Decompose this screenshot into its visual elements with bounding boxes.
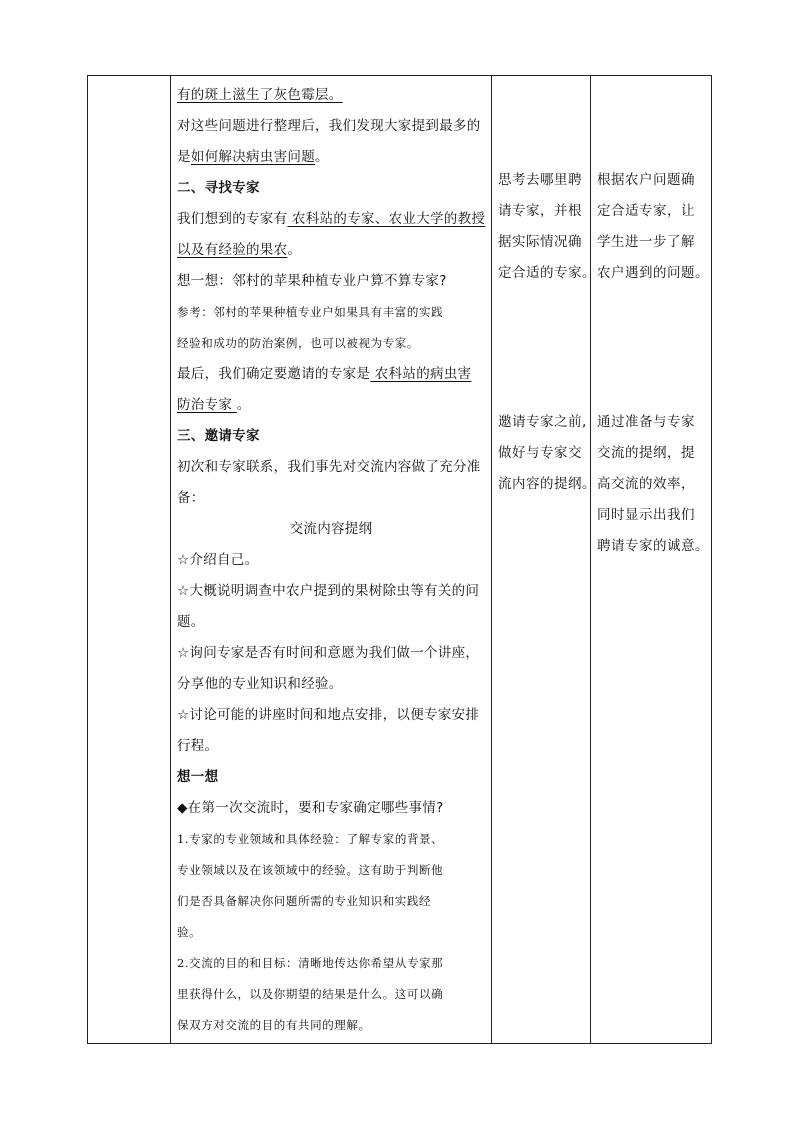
design-intent-line: 高交流的效率， — [597, 476, 695, 492]
text-line: 最后，我们确定要邀请的专家是 农科站的病虫害 — [177, 366, 472, 382]
answer-line: 1.专家的专业领域和具体经验：了解专家的背景、 — [177, 832, 444, 846]
outline-item: 行程。 — [177, 738, 219, 754]
design-intent-line: 定合适专家，让 — [597, 203, 695, 219]
outline-item: ☆询问专家是否有时间和意愿为我们做一个讲座， — [177, 645, 480, 661]
table-row — [88, 76, 712, 1044]
student-activity-line: 据实际情况确 — [498, 234, 582, 250]
section-heading-invite-expert: 三、邀请专家 — [177, 428, 260, 444]
design-intent-line: 根据农户问题确 — [597, 172, 695, 188]
answer-line: 们是否具备解决你问题所需的专业知识和实践经 — [177, 894, 432, 908]
student-activity-line: 思考去哪里聘 — [498, 172, 582, 188]
empty-cell — [88, 76, 171, 1044]
teaching-content-cell — [171, 76, 492, 1044]
outline-item: 分享他的专业知识和经验。 — [177, 676, 343, 692]
outline-item: ☆介绍自己。 — [177, 552, 259, 568]
outline-item: 题。 — [177, 614, 205, 630]
text-line: 我们想到的专家有 农科站的专家、农业大学的教授 — [177, 211, 486, 227]
text-line: 对这些问题进行整理后，我们发现大家提到最多的 — [177, 118, 481, 134]
think-heading: 想一想 — [177, 769, 219, 785]
text-line: 有的斑上滋生了灰色霉层。 — [177, 87, 343, 103]
text-line: 以及有经验的果农。 — [177, 242, 302, 258]
answer-line: 里获得什么，以及你期望的结果是什么。这可以确 — [177, 987, 444, 1001]
design-intent-line: 通过准备与专家 — [597, 414, 695, 430]
think-question: ◆在第一次交流时，要和专家确定哪些事情? — [177, 800, 444, 816]
outline-title: 交流内容提纲 — [289, 521, 373, 537]
answer-line: 验。 — [177, 925, 202, 939]
design-intent-line: 学生进一步了解 — [597, 234, 695, 250]
answer-line: 专业领域以及在该领域中的经验。这有助于判断他 — [177, 863, 444, 877]
design-intent-line: 交流的提纲，提 — [597, 445, 695, 461]
reference-answer: 经验和成功的防治案例，也可以被视为专家。 — [177, 336, 419, 350]
text-line: 备： — [177, 490, 205, 506]
section-heading-find-expert: 二、寻找专家 — [177, 180, 260, 196]
student-activity-line: 定合适的专家。 — [498, 265, 596, 281]
lesson-table — [87, 75, 712, 1044]
answer-line: 保双方对交流的目的有共同的理解。 — [177, 1018, 371, 1032]
think-question: 想一想：邻村的苹果种植专业户算不算专家? — [177, 273, 447, 289]
student-activity-line: 流内容的提纲。 — [498, 476, 596, 492]
text-line: 是如何解决病虫害问题。 — [177, 149, 329, 165]
student-activity-line: 邀请专家之前, — [498, 414, 587, 430]
text-line: 防治专家 。 — [177, 397, 251, 413]
student-activity-line: 请专家，并根 — [498, 203, 582, 219]
text-line: 初次和专家联系，我们事先对交流内容做了充分准 — [177, 459, 481, 475]
answer-line: 2.交流的目的和目标：清晰地传达你希望从专家那 — [177, 956, 444, 970]
design-intent-line: 聘请专家的诚意。 — [597, 538, 709, 554]
student-activity-cell — [492, 76, 596, 1044]
student-activity-line: 做好与专家交 — [498, 445, 582, 461]
design-intent-line: 同时显示出我们 — [597, 507, 695, 523]
outline-item: ☆讨论可能的讲座时间和地点安排，以便专家安排 — [177, 707, 480, 723]
design-intent-cell — [591, 76, 712, 1044]
design-intent-line: 农户遇到的问题。 — [597, 265, 709, 281]
reference-answer: 参考：邻村的苹果种植专业户如果具有丰富的实践 — [177, 305, 444, 319]
outline-item: ☆大概说明调查中农户提到的果树除虫等有关的问 — [177, 583, 480, 599]
